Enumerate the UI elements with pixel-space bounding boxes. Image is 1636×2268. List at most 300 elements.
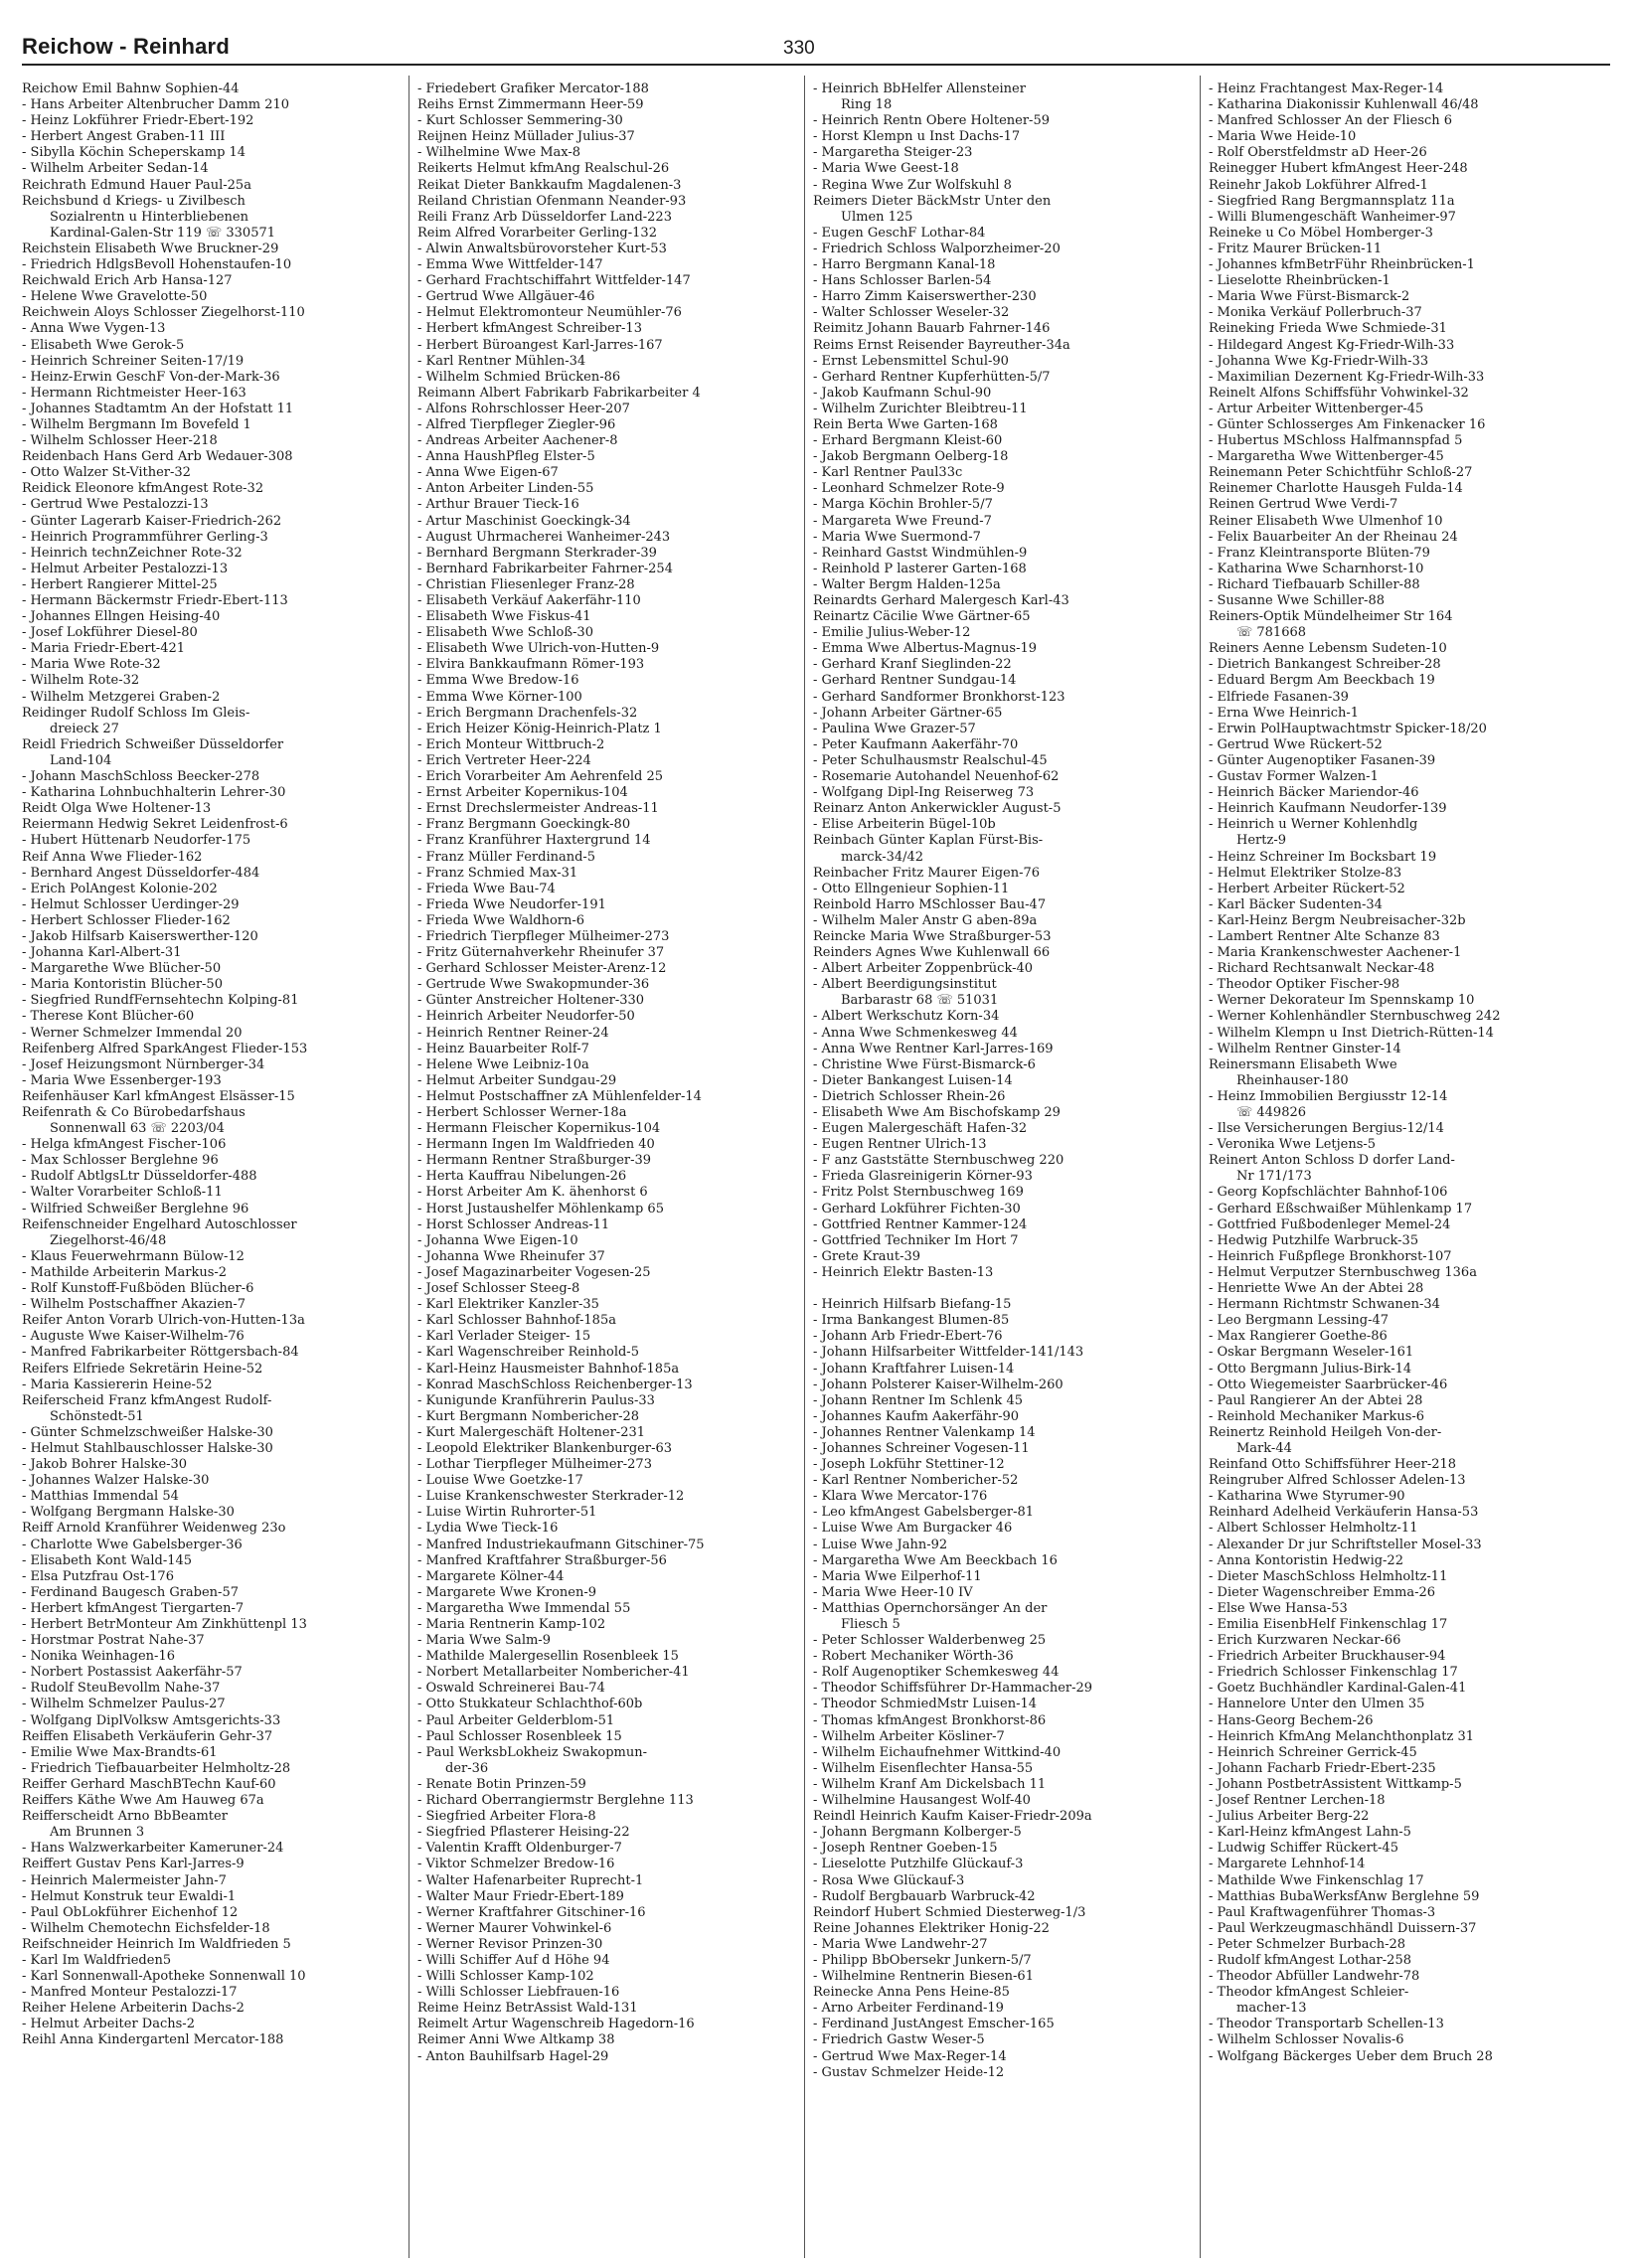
directory-entry: - Siegfried Pflasterer Heising-22: [417, 1825, 630, 1841]
directory-entry: - Gustav Schmelzer Heide-12: [813, 2064, 1005, 2080]
directory-entry: - Emma Wwe Bredow-16: [417, 673, 579, 689]
directory-entry: - August Uhrmacherei Wanheimer-243: [417, 529, 671, 545]
directory-entry: - Helmut Stahlbauschlosser Halske-30: [22, 1440, 273, 1456]
directory-entry: - Wilhelm Eichaufnehmer Wittkind-40: [813, 1744, 1062, 1760]
directory-entry: Reinecke Anna Pens Heine-85: [813, 1985, 1010, 2001]
directory-entry: - Gertrud Wwe Allgäuer-46: [417, 289, 595, 305]
directory-entry: - Andreas Arbeiter Aachener-8: [417, 433, 618, 449]
directory-entry: - Franz Schmied Max-31: [417, 865, 578, 881]
directory-entry: - Otto Stukkateur Schlachthof-60b: [417, 1697, 643, 1712]
directory-entry: - Frieda Wwe Waldhorn-6: [417, 912, 585, 928]
directory-entry: - Heinz Bauarbeiter Rolf-7: [417, 1041, 589, 1056]
directory-entry: - Heinrich Programmführer Gerling-3: [22, 529, 268, 545]
directory-entry: - Gerhard Rentner Sundgau-14: [813, 673, 1017, 689]
directory-entry: - Hermann Fleischer Kopernikus-104: [417, 1121, 661, 1137]
directory-entry: - Siegfried Arbeiter Flora-8: [417, 1809, 596, 1825]
directory-entry: - Herbert Rangierer Mittel-25: [22, 576, 218, 592]
directory-entry: Reiffer Gerhard MaschBTechn Kauf-60: [22, 1776, 276, 1792]
directory-entry: - Wilhelm Zurichter Bleibtreu-11: [813, 401, 1028, 416]
directory-entry: Reinbold Harro MSchlosser Bau-47: [813, 896, 1047, 912]
directory-entry: - Margaretha Steiger-23: [813, 145, 973, 161]
page-header: [22, 34, 1610, 64]
directory-entry: - Heinrich Arbeiter Neudorfer-50: [417, 1009, 635, 1025]
directory-entry: - Frieda Wwe Neudorfer-191: [417, 896, 606, 912]
directory-entry: - Matthias Opernchorsänger An der: [813, 1600, 1048, 1616]
directory-entry: - Emilie Julius-Weber-12: [813, 625, 971, 641]
directory-entry: - Bernhard Bergmann Sterkrader-39: [417, 545, 657, 561]
directory-entry: - Alfred Tierpfleger Ziegler-96: [417, 416, 616, 432]
directory-entry: - Helmut Arbeiter Pestalozzi-13: [22, 561, 229, 576]
directory-entry: - Maria Kassiererin Heine-52: [22, 1377, 213, 1392]
directory-entry: - Maria Friedr-Ebert-421: [22, 641, 186, 657]
directory-entry: - Friedrich Gastw Weser-5: [813, 2032, 985, 2048]
directory-entry: - Heinrich Fußpflege Bronkhorst-107: [1209, 1248, 1452, 1264]
directory-entry: Reifschneider Heinrich Im Waldfrieden 5: [22, 1936, 291, 1952]
directory-entry: - Alwin Anwaltsbürovorsteher Kurt-53: [417, 241, 667, 256]
directory-entry: - Karl Verlader Steiger- 15: [417, 1329, 591, 1345]
directory-entry: - Harro Bergmann Kanal-18: [813, 257, 996, 273]
directory-entry: - Theodor Abfüller Landwehr-78: [1209, 1969, 1420, 1985]
directory-entry: - Willi Blumengeschäft Wanheimer-97: [1209, 209, 1456, 225]
directory-entry: Reifers Elfriede Sekretärin Heine-52: [22, 1361, 263, 1377]
page-number: 330: [783, 38, 815, 59]
directory-entry: - Wilhelm Bergmann Im Bovefeld 1: [22, 416, 251, 432]
directory-entry: Reifenrath & Co Bürobedarfshaus: [22, 1105, 245, 1120]
directory-entry: Reijnen Heinz Müllader Julius-37: [417, 129, 635, 145]
directory-entry: - Heinrich KfmAng Melanchthonplatz 31: [1209, 1728, 1475, 1744]
directory-entry: - Willi Schlosser Kamp-102: [417, 1969, 594, 1985]
directory-entry: - Günter Schlosserges Am Finkenacker 16: [1209, 416, 1486, 432]
directory-entry: - Hubert Hüttenarb Neudorfer-175: [22, 833, 251, 849]
directory-entry: - Peter Schulhausmstr Realschul-45: [813, 752, 1048, 768]
directory-entry: - Reinhold Mechaniker Markus-6: [1209, 1408, 1425, 1424]
directory-entry: - Anna Kontoristin Hedwig-22: [1209, 1552, 1403, 1568]
directory-entry: Reiher Helene Arbeiterin Dachs-2: [22, 2001, 245, 2017]
directory-entry: - Alexander Dr jur Schriftsteller Mosel-33: [1209, 1537, 1482, 1552]
directory-entry: - Karl Rentner Mühlen-34: [417, 353, 586, 369]
directory-entry: - Rolf Augenoptiker Schemkesweg 44: [813, 1665, 1060, 1681]
directory-entry: - Elisabeth Wwe Fiskus-41: [417, 609, 591, 625]
directory-entry: - Johannes kfmBetrFühr Rheinbrücken-1: [1209, 257, 1475, 273]
directory-entry: - Lieselotte Rheinbrücken-1: [1209, 273, 1391, 289]
directory-entry: - Eugen Rentner Ulrich-13: [813, 1137, 987, 1153]
directory-entry: - Max Rangierer Goethe-86: [1209, 1329, 1388, 1345]
directory-entry: - Johannes Rentner Valenkamp 14: [813, 1424, 1036, 1440]
directory-entry: - Heinrich Malermeister Jahn-7: [22, 1872, 227, 1888]
directory-entry: - Heinz-Erwin GeschF Von-der-Mark-36: [22, 369, 280, 385]
directory-entry: - Jakob Kaufmann Schul-90: [813, 385, 992, 401]
directory-entry: - Günter Schmelzschweißer Halske-30: [22, 1424, 273, 1440]
directory-entry: - Maria Wwe Geest-18: [813, 161, 959, 177]
directory-entry: - Erich Monteur Wittbruch-2: [417, 736, 605, 752]
directory-entry: - Fritz Güternahverkehr Rheinufer 37: [417, 945, 665, 961]
directory-entry: - Herbert Schlosser Werner-18a: [417, 1105, 627, 1120]
directory-entry: Reinelt Alfons Schiffsführ Vohwinkel-32: [1209, 385, 1469, 401]
directory-entry: - Johanna Wwe Rheinufer 37: [417, 1248, 605, 1264]
directory-entry: Reifenschneider Engelhard Autoschlosser: [22, 1216, 297, 1232]
directory-entry: - Therese Kont Blücher-60: [22, 1009, 195, 1025]
directory-column-1: [22, 81, 400, 2258]
directory-entry: - Max Schlosser Berglehne 96: [22, 1153, 219, 1169]
directory-entry: - Günter Lagerarb Kaiser-Friedrich-262: [22, 513, 282, 529]
directory-entry: - Elisabeth Wwe Gerok-5: [22, 337, 185, 353]
directory-entry: - Joseph Rentner Goeben-15: [813, 1841, 998, 1857]
directory-entry: - Paul Schlosser Rosenbleek 15: [417, 1728, 622, 1744]
directory-entry: - Leo kfmAngest Gabelsberger-81: [813, 1505, 1035, 1521]
directory-entry: Reihl Anna Kindergartenl Mercator-188: [22, 2032, 284, 2048]
directory-entry: Reindl Heinrich Kaufm Kaiser-Friedr-209a: [813, 1809, 1092, 1825]
directory-entry: - Johanna Wwe Kg-Friedr-Wilh-33: [1209, 353, 1429, 369]
directory-entry: Nr 171/173: [1236, 1169, 1312, 1185]
directory-entry: - Johann Facharb Friedr-Ebert-235: [1209, 1760, 1436, 1776]
directory-entry: Mark-44: [1236, 1440, 1292, 1456]
directory-entry: - Karl Elektriker Kanzler-35: [417, 1297, 599, 1313]
directory-entry: - Anna Wwe Rentner Karl-Jarres-169: [813, 1041, 1054, 1056]
directory-entry: - Karl-Heinz kfmAngest Lahn-5: [1209, 1825, 1411, 1841]
directory-entry: Reiermann Hedwig Sekret Leidenfrost-6: [22, 817, 288, 833]
directory-entry: - Erich Vorarbeiter Am Aehrenfeld 25: [417, 769, 664, 785]
directory-entry: - Rosemarie Autohandel Neuenhof-62: [813, 769, 1060, 785]
directory-entry: - Maria Wwe Landwehr-27: [813, 1936, 988, 1952]
directory-entry: Rheinhauser-180: [1236, 1072, 1349, 1088]
column-divider: [804, 76, 805, 2258]
directory-entry: Sozialrentn u Hinterbliebenen: [50, 209, 248, 225]
directory-entry: - Susanne Wwe Schiller-88: [1209, 593, 1385, 608]
directory-entry: - Herbert kfmAngest Schreiber-13: [417, 321, 642, 337]
directory-entry: - Klara Wwe Mercator-176: [813, 1489, 988, 1505]
directory-entry: Reinemer Charlotte Hausgeh Fulda-14: [1209, 481, 1463, 497]
directory-entry: Reidick Eleonore kfmAngest Rote-32: [22, 481, 264, 497]
directory-entry: - Theodor kfmAngest Schleier-: [1209, 1985, 1409, 2001]
directory-entry: - Gottfried Fußbodenleger Memel-24: [1209, 1216, 1451, 1232]
directory-entry: - Rudolf SteuBevollm Nahe-37: [22, 1681, 221, 1697]
directory-entry: Reimers Dieter BäckMstr Unter den: [813, 193, 1052, 209]
directory-entry: - Katharina Wwe Scharnhorst-10: [1209, 561, 1424, 576]
directory-entry: - Fritz Maurer Brücken-11: [1209, 241, 1383, 256]
directory-entry: - Wilhelm Schmied Brücken-86: [417, 369, 621, 385]
directory-entry: - Artur Arbeiter Wittenberger-45: [1209, 401, 1424, 416]
directory-entry: - Elisabeth Kont Wald-145: [22, 1552, 193, 1568]
directory-entry: - Thomas kfmAngest Bronkhorst-86: [813, 1712, 1047, 1728]
directory-entry: - Wolfgang DiplVolksw Amtsgerichts-33: [22, 1712, 281, 1728]
directory-entry: - Rolf Oberstfeldmstr aD Heer-26: [1209, 145, 1427, 161]
directory-entry: - Hans Schlosser Barlen-54: [813, 273, 992, 289]
directory-entry: - Emma Wwe Albertus-Magnus-19: [813, 641, 1038, 657]
directory-entry: - Paul ObLokführer Eichenhof 12: [22, 1904, 239, 1920]
directory-entry: - Gerhard Frachtschiffahrt Wittfelder-147: [417, 273, 691, 289]
directory-entry: - Albert Beerdigungsinstitut: [813, 977, 997, 993]
directory-entry: dreieck 27: [50, 721, 119, 736]
directory-entry: - Erhard Bergmann Kleist-60: [813, 433, 1003, 449]
directory-entry: - Wilhelm Schlosser Novalis-6: [1209, 2032, 1404, 2048]
directory-entry: - Dietrich Bankangest Schreiber-28: [1209, 657, 1441, 673]
directory-entry: - Kurt Malergeschäft Holtener-231: [417, 1424, 646, 1440]
directory-entry: - Otto Walzer St-Vither-32: [22, 465, 191, 481]
directory-entry: - Hans Walzwerkarbeiter Kameruner-24: [22, 1841, 284, 1857]
directory-entry: Reinehr Jakob Lokführer Alfred-1: [1209, 177, 1428, 193]
directory-entry: - Franz Kranführer Haxtergrund 14: [417, 833, 651, 849]
directory-entry: Reifenberg Alfred SparkAngest Flieder-153: [22, 1041, 308, 1056]
directory-entry: Reimelt Artur Wagenschreib Hagedorn-16: [417, 2017, 695, 2032]
directory-entry: - Philipp BbObersekr Junkern-5/7: [813, 1952, 1032, 1968]
directory-entry: Reineke u Co Möbel Homberger-3: [1209, 225, 1433, 241]
directory-entry: - Reinhard Gastst Windmühlen-9: [813, 545, 1028, 561]
directory-entry: - Eugen Malergeschäft Hafen-32: [813, 1121, 1028, 1137]
directory-entry: - Bernhard Fabrikarbeiter Fahrner-254: [417, 561, 673, 576]
directory-entry: - Elisabeth Verkäuf Aakerfähr-110: [417, 593, 641, 608]
directory-entry: - Margareta Wwe Freund-7: [813, 513, 992, 529]
directory-entry: - Maria Wwe Rote-32: [22, 657, 161, 673]
directory-entry: Reiners-Optik Mündelheimer Str 164: [1209, 609, 1453, 625]
directory-entry: - Wolfgang Bergmann Halske-30: [22, 1505, 235, 1521]
directory-entry: - Heinrich Rentner Reiner-24: [417, 1025, 609, 1041]
directory-entry: - Peter Schlosser Walderbenweg 25: [813, 1633, 1047, 1649]
directory-entry: - Jakob Hilfsarb Kaiserswerther-120: [22, 928, 258, 944]
directory-entry: - Margarethe Wwe Blücher-50: [22, 961, 222, 977]
directory-entry: - Ilse Versicherungen Bergius-12/14: [1209, 1121, 1444, 1137]
directory-entry: - Johann Arb Friedr-Ebert-76: [813, 1329, 1003, 1345]
directory-entry: - Dieter Bankangest Luisen-14: [813, 1072, 1013, 1088]
directory-entry: - Gerhard Eßschwaißer Mühlenkamp 17: [1209, 1201, 1473, 1216]
directory-entry: - Werner Revisor Prinzen-30: [417, 1936, 603, 1952]
directory-entry: - Luise Wwe Am Burgacker 46: [813, 1521, 1013, 1537]
directory-entry: - Lydia Wwe Tieck-16: [417, 1521, 559, 1537]
directory-entry: - Lieselotte Putzhilfe Glückauf-3: [813, 1857, 1024, 1872]
directory-entry: - Gustav Former Walzen-1: [1209, 769, 1379, 785]
directory-entry: - Johannes Ellngen Heising-40: [22, 609, 221, 625]
directory-entry: - Maria Wwe Salm-9: [417, 1633, 551, 1649]
directory-entry: - Walter Hafenarbeiter Ruprecht-1: [417, 1872, 644, 1888]
directory-entry: - Hermann Ingen Im Waldfrieden 40: [417, 1137, 655, 1153]
directory-entry: Reinen Gertrud Wwe Verdi-7: [1209, 497, 1398, 513]
directory-entry: - Matthias BubaWerksfAnw Berglehne 59: [1209, 1888, 1480, 1904]
directory-entry: - Emma Wwe Wittfelder-147: [417, 257, 603, 273]
directory-entry: - Wilhelm Schlosser Heer-218: [22, 433, 218, 449]
directory-entry: - Elvira Bankkaufmann Römer-193: [417, 657, 645, 673]
directory-entry: - Erich Vertreter Heer-224: [417, 752, 591, 768]
directory-entry: - Lambert Rentner Alte Schanze 83: [1209, 928, 1440, 944]
directory-entry: - Elisabeth Wwe Am Bischofskamp 29: [813, 1105, 1061, 1120]
directory-entry: - Karl Sonnenwall-Apotheke Sonnenwall 10: [22, 1969, 306, 1985]
directory-entry: - Anna Wwe Vygen-13: [22, 321, 166, 337]
directory-entry: - Katharina Wwe Styrumer-90: [1209, 1489, 1405, 1505]
directory-entry: - Gertrud Wwe Pestalozzi-13: [22, 497, 209, 513]
directory-entry: Reinert Anton Schloss D dorfer Land-: [1209, 1153, 1455, 1169]
directory-entry: - Frieda Glasreinigerin Körner-93: [813, 1169, 1033, 1185]
directory-entry: Reifenhäuser Karl kfmAngest Elsässer-15: [22, 1088, 295, 1104]
directory-entry: - Elisabeth Wwe Schloß-30: [417, 625, 593, 641]
directory-entry: - Erich PolAngest Kolonie-202: [22, 881, 218, 896]
directory-entry: - Maria Wwe Essenberger-193: [22, 1072, 222, 1088]
directory-entry: Reichow Emil Bahnw Sophien-44: [22, 81, 240, 96]
directory-entry: - Wilhelm Kranf Am Dickelsbach 11: [813, 1776, 1047, 1792]
directory-entry: - Rudolf AbtlgsLtr Düsseldorfer-488: [22, 1169, 257, 1185]
directory-entry: - Emilie Wwe Max-Brandts-61: [22, 1744, 218, 1760]
directory-entry: - Johann PostbetrAssistent Wittkamp-5: [1209, 1776, 1462, 1792]
directory-entry: - Walter Maur Friedr-Ebert-189: [417, 1888, 624, 1904]
directory-entry: Reidinger Rudolf Schloss Im Gleis-: [22, 705, 250, 721]
directory-entry: - Herbert kfmAngest Tiergarten-7: [22, 1600, 245, 1616]
directory-entry: Reiffen Elisabeth Verkäuferin Gehr-37: [22, 1728, 273, 1744]
directory-entry: - Margarete Kölner-44: [417, 1568, 565, 1584]
directory-entry: - Friedrich Schloss Walporzheimer-20: [813, 241, 1061, 256]
directory-entry: - Horst Justaushelfer Möhlenkamp 65: [417, 1201, 664, 1216]
directory-entry: Reiferscheid Franz kfmAngest Rudolf-: [22, 1392, 272, 1408]
directory-entry: - Hannelore Unter den Ulmen 35: [1209, 1697, 1425, 1712]
directory-entry: Reidl Friedrich Schweißer Düsseldorfer: [22, 736, 284, 752]
directory-entry: - Eduard Bergm Am Beeckbach 19: [1209, 673, 1435, 689]
directory-entry: - Gerhard Sandformer Bronkhorst-123: [813, 689, 1065, 705]
directory-entry: Reinartz Cäcilie Wwe Gärtner-65: [813, 609, 1031, 625]
directory-entry: - Gerhard Lokführer Fichten-30: [813, 1201, 1021, 1216]
directory-entry: - Johannes Schreiner Vogesen-11: [813, 1440, 1030, 1456]
directory-entry: - Herbert Schlosser Flieder-162: [22, 912, 231, 928]
directory-entry: Land-104: [50, 752, 112, 768]
directory-entry: - Maximilian Dezernent Kg-Friedr-Wilh-33: [1209, 369, 1485, 385]
directory-entry: - Heinrich u Werner Kohlenhdlg: [1209, 817, 1418, 833]
directory-entry: - Karl-Heinz Bergm Neubreisacher-32b: [1209, 912, 1466, 928]
directory-entry: - Wilhelm Chemotechn Eichsfelder-18: [22, 1920, 270, 1936]
directory-entry: - Gottfried Techniker Im Hort 7: [813, 1232, 1019, 1248]
directory-entry: - Erich Kurzwaren Neckar-66: [1209, 1633, 1401, 1649]
directory-entry: - Karl-Heinz Hausmeister Bahnhof-185a: [417, 1361, 680, 1377]
directory-entry: - Günter Anstreicher Holtener-330: [417, 993, 645, 1009]
directory-entry: - Veronika Wwe Letjens-5: [1209, 1137, 1377, 1153]
directory-entry: Reimitz Johann Bauarb Fahrner-146: [813, 321, 1051, 337]
directory-entry: Reichsbund d Kriegs- u Zivilbesch: [22, 193, 245, 209]
directory-entry: - Heinrich technZeichner Rote-32: [22, 545, 243, 561]
directory-entry: - Nonika Weinhagen-16: [22, 1649, 175, 1665]
directory-entry: - Paul WerksbLokheiz Swakopmun-: [417, 1744, 647, 1760]
directory-entry: - Friedrich Tiefbauarbeiter Helmholtz-28: [22, 1760, 291, 1776]
directory-entry: - Erich Bergmann Drachenfels-32: [417, 705, 638, 721]
directory-entry: - Wilhelm Schmelzer Paulus-27: [22, 1697, 226, 1712]
directory-entry: Reif Anna Wwe Flieder-162: [22, 849, 203, 865]
directory-entry: - Manfred Monteur Pestalozzi-17: [22, 1985, 238, 2001]
directory-entry: Reingruber Alfred Schlosser Adelen-13: [1209, 1473, 1466, 1489]
directory-entry: - Friedebert Grafiker Mercator-188: [417, 81, 649, 96]
directory-entry: - Albert Werkschutz Korn-34: [813, 1009, 1000, 1025]
directory-entry: - Gottfried Rentner Kammer-124: [813, 1216, 1028, 1232]
directory-entry: - Otto Ellngenieur Sophien-11: [813, 881, 1010, 896]
directory-entry: - Herbert Arbeiter Rückert-52: [1209, 881, 1405, 896]
directory-entry: - Horst Schlosser Andreas-11: [417, 1216, 610, 1232]
directory-entry: - Gerhard Rentner Kupferhütten-5/7: [813, 369, 1051, 385]
directory-entry: - Eugen GeschF Lothar-84: [813, 225, 986, 241]
directory-entry: Reichwein Aloys Schlosser Ziegelhorst-110: [22, 305, 305, 321]
directory-entry: - Mathilde Wwe Finkenschlag 17: [1209, 1872, 1424, 1888]
directory-entry: - Horstmar Postrat Nahe-37: [22, 1633, 205, 1649]
directory-entry: - Franz Müller Ferdinand-5: [417, 849, 596, 865]
directory-entry: - Klaus Feuerwehrmann Bülow-12: [22, 1248, 245, 1264]
directory-entry: - Theodor Schiffsführer Dr-Hammacher-29: [813, 1681, 1093, 1697]
directory-entry: Reine Johannes Elektriker Honig-22: [813, 1920, 1050, 1936]
directory-entry: - Richard Rechtsanwalt Neckar-48: [1209, 961, 1435, 977]
directory-entry: - Helga kfmAngest Fischer-106: [22, 1137, 227, 1153]
directory-entry: Reichstein Elisabeth Wwe Bruckner-29: [22, 241, 279, 256]
directory-entry: Reinertz Reinhold Heilgeh Von-der-: [1209, 1424, 1442, 1440]
directory-entry: - Josef Schlosser Steeg-8: [417, 1281, 580, 1297]
directory-entry: - Anton Bauhilfsarb Hagel-29: [417, 2048, 609, 2064]
directory-entry: - Luise Krankenschwester Sterkrader-12: [417, 1489, 685, 1505]
directory-entry: macher-13: [1236, 2001, 1307, 2017]
directory-entry: - Wolfgang Dipl-Ing Reiserweg 73: [813, 785, 1035, 801]
directory-entry: - Rosa Wwe Glückauf-3: [813, 1872, 965, 1888]
directory-entry: - Hermann Richtmstr Schwanen-34: [1209, 1297, 1440, 1313]
directory-entry: - Maria Wwe Heide-10: [1209, 129, 1357, 145]
directory-entry: - Maria Rentnerin Kamp-102: [417, 1617, 606, 1632]
directory-entry: marck-34/42: [841, 849, 924, 865]
directory-entry: - Hans-Georg Bechem-26: [1209, 1712, 1374, 1728]
directory-entry: - Otto Wiegemeister Saarbrücker-46: [1209, 1377, 1448, 1392]
directory-entry: - Margaretha Wwe Wittenberger-45: [1209, 449, 1444, 465]
directory-entry: - Anna HaushPfleg Elster-5: [417, 449, 595, 465]
directory-entry: - Reinhold P lasterer Garten-168: [813, 561, 1027, 576]
directory-entry: - Helmut Elektriker Stolze-83: [1209, 865, 1402, 881]
directory-entry: - Siegfried RundfFernsehtechn Kolping-81: [22, 993, 299, 1009]
directory-entry: - Maria Wwe Eilperhof-11: [813, 1568, 982, 1584]
directory-entry: ☏ 449826: [1236, 1105, 1307, 1120]
directory-entry: Reineking Frieda Wwe Schmiede-31: [1209, 321, 1447, 337]
directory-entry: - Erwin PolHauptwachtmstr Spicker-18/20: [1209, 721, 1487, 736]
directory-entry: - Paul Kraftwagenführer Thomas-3: [1209, 1904, 1436, 1920]
directory-entry: - Josef Magazinarbeiter Vogesen-25: [417, 1264, 651, 1280]
directory-entry: - Erich Heizer König-Heinrich-Platz 1: [417, 721, 662, 736]
directory-entry: - Gerhard Schlosser Meister-Arenz-12: [417, 961, 667, 977]
directory-entry: - Marga Köchin Brohler-5/7: [813, 497, 993, 513]
directory-entry: Reime Heinz BetrAssist Wald-131: [417, 2001, 638, 2017]
directory-entry: - Wilhelm Maler Anstr G aben-89a: [813, 912, 1038, 928]
directory-entry: - Hans Arbeiter Altenbrucher Damm 210: [22, 97, 290, 113]
directory-entry: - Dieter MaschSchloss Helmholtz-11: [1209, 1568, 1448, 1584]
directory-entry: Ulmen 125: [841, 209, 913, 225]
directory-entry: - Joseph Lokführ Stettiner-12: [813, 1457, 1005, 1473]
directory-entry: - Werner Kraftfahrer Gitschiner-16: [417, 1904, 646, 1920]
directory-entry: Reikat Dieter Bankkaufm Magdalenen-3: [417, 177, 682, 193]
directory-entry: - Theodor Optiker Fischer-98: [1209, 977, 1400, 993]
directory-entry: - Johannes Kaufm Aakerfähr-90: [813, 1408, 1020, 1424]
directory-entry: Reinarz Anton Ankerwickler August-5: [813, 801, 1062, 817]
directory-entry: - Manfred Industriekaufmann Gitschiner-75: [417, 1537, 705, 1552]
directory-entry: - Norbert Postassist Aakerfähr-57: [22, 1665, 243, 1681]
directory-entry: - Paulina Wwe Grazer-57: [813, 721, 976, 736]
directory-entry: - Helmut Schlosser Uerdinger-29: [22, 896, 240, 912]
directory-entry: - Theodor SchmiedMstr Luisen-14: [813, 1697, 1038, 1712]
directory-entry: [813, 1281, 1191, 1297]
directory-column-2: [417, 81, 795, 2258]
directory-entry: - Johannes Stadtamtm An der Hofstatt 11: [22, 401, 294, 416]
directory-entry: - Heinrich Elektr Basten-13: [813, 1264, 994, 1280]
directory-entry: - Johann Kraftfahrer Luisen-14: [813, 1361, 1015, 1377]
directory-entry: - Johann Arbeiter Gärtner-65: [813, 705, 1003, 721]
directory-entry: - Henriette Wwe An der Abtei 28: [1209, 1281, 1424, 1297]
directory-entry: - Hedwig Putzhilfe Warbruck-35: [1209, 1232, 1419, 1248]
directory-entry: - Friedrich Tierpfleger Mülheimer-273: [417, 928, 670, 944]
directory-entry: - Wolfgang Bäckerges Ueber dem Bruch 28: [1209, 2048, 1493, 2064]
directory-entry: - Hildegard Angest Kg-Friedr-Wilh-33: [1209, 337, 1455, 353]
directory-entry: Reim Alfred Vorarbeiter Gerling-132: [417, 225, 657, 241]
directory-entry: - Kurt Schlosser Semmering-30: [417, 113, 623, 129]
directory-entry: Reindorf Hubert Schmied Diesterweg-1/3: [813, 1904, 1086, 1920]
directory-entry: Sonnenwall 63 ☏ 2203/04: [50, 1121, 225, 1137]
directory-entry: - Heinrich Schreiner Seiten-17/19: [22, 353, 245, 369]
directory-entry: - Theodor Transportarb Schellen-13: [1209, 2017, 1444, 2032]
directory-entry: - Wilhelm Postschaffner Akazien-7: [22, 1297, 246, 1313]
directory-entry: - Erna Wwe Heinrich-1: [1209, 705, 1360, 721]
directory-entry: - Horst Klempn u Inst Dachs-17: [813, 129, 1021, 145]
directory-entry: - Margarete Wwe Kronen-9: [417, 1584, 597, 1600]
directory-entry: Reinersmann Elisabeth Wwe: [1209, 1056, 1397, 1072]
